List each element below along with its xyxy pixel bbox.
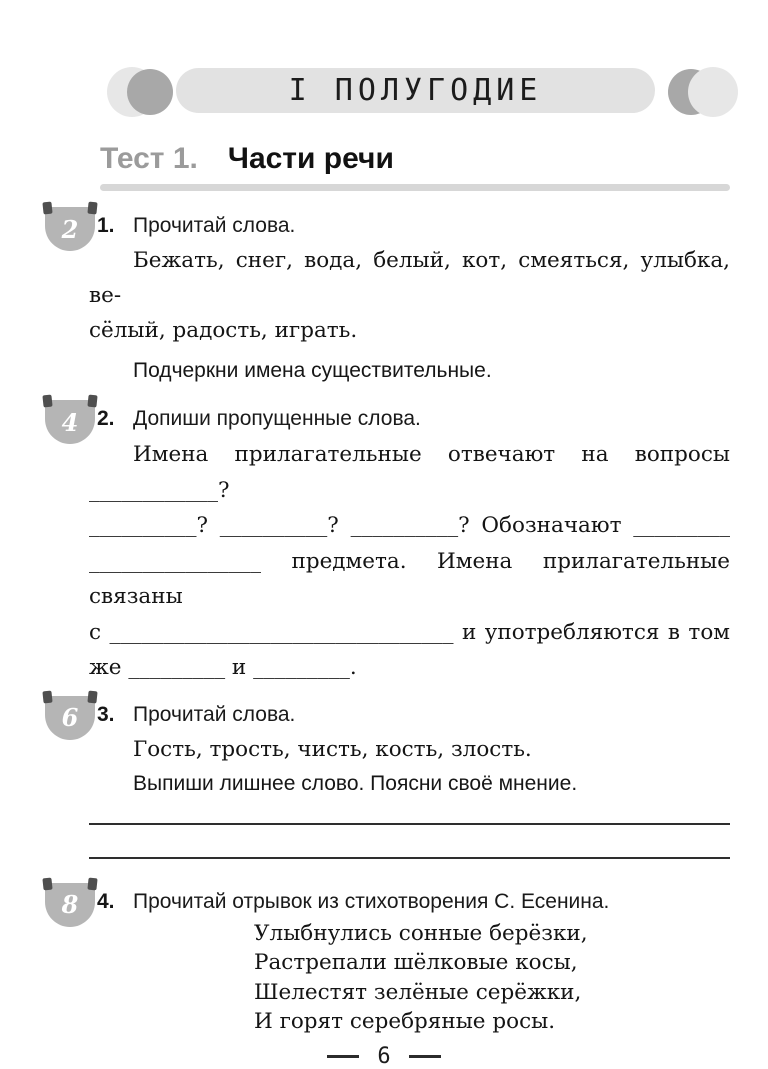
question-header xyxy=(89,887,730,917)
points-badge xyxy=(45,207,95,251)
section-banner xyxy=(176,68,655,113)
question-body xyxy=(89,243,730,348)
points-badge xyxy=(45,400,95,444)
question-block-4 xyxy=(61,887,730,1037)
question-instruction: Допиши пропущенные слова. xyxy=(133,407,421,430)
title-underline-bar xyxy=(100,184,730,191)
question-body xyxy=(89,437,730,686)
answer-line xyxy=(89,799,730,825)
body-line: ________________ предмета. Имена прилагательные связаны xyxy=(89,548,730,609)
body-line: Гость, трость, чисть, кость, злость. xyxy=(133,736,532,762)
body-line: с ________________________________ и употребляются в том xyxy=(89,619,730,645)
points-value: 6 xyxy=(61,703,79,732)
question-instruction: Прочитай отрывок из стихотворения С. Есенина. xyxy=(133,889,610,913)
question-block-2 xyxy=(61,404,730,686)
body-line: Бежать, снег, вода, белый, кот, смеяться, улыбка, ве- xyxy=(89,248,730,308)
question-header xyxy=(89,700,730,730)
answer-line xyxy=(89,825,730,859)
question-block-3 xyxy=(61,700,730,859)
body-line: сёлый, радость, играть. xyxy=(89,318,358,343)
section-banner-band xyxy=(0,66,768,116)
body-line: же _________ и _________. xyxy=(89,655,357,680)
question-header xyxy=(89,211,730,241)
footer-dash-left xyxy=(327,1055,359,1058)
body-line: __________? __________? __________? Обозначают _________ xyxy=(89,513,730,538)
question-instruction: Прочитай слова. xyxy=(133,702,296,726)
page-number: 6 xyxy=(377,1043,391,1069)
decor-circle-dark-left xyxy=(127,69,173,115)
poem-line: И горят серебряные росы. xyxy=(254,1009,556,1034)
question-instruction: Прочитай слова. xyxy=(133,214,296,237)
question-body xyxy=(89,732,730,767)
poem-line: Растрепали шёлковые косы, xyxy=(254,950,578,975)
decor-circle-light-right xyxy=(688,67,738,117)
page-footer xyxy=(0,1045,768,1069)
question-number: 1. xyxy=(97,214,115,237)
test-title: Части речи xyxy=(227,142,394,175)
points-value: 2 xyxy=(61,214,79,244)
question-number: 2. xyxy=(97,407,115,430)
question-header xyxy=(89,404,730,434)
question-task: Выпиши лишнее слово. Поясни своё мнение. xyxy=(133,771,578,795)
question-block-1 xyxy=(61,211,730,386)
question-task: Подчеркни имена существительные. xyxy=(133,359,492,382)
test-header xyxy=(100,142,730,176)
poem-block xyxy=(254,919,730,1037)
page-root xyxy=(0,66,768,1069)
test-label: Тест 1. xyxy=(100,142,198,175)
questions-area xyxy=(61,211,730,1037)
points-value: 8 xyxy=(61,890,79,919)
question-number: 3. xyxy=(97,702,115,726)
question-number: 4. xyxy=(97,889,115,913)
points-badge xyxy=(45,883,95,927)
banner-title: I ПОЛУГОДИЕ xyxy=(288,73,543,108)
points-value: 4 xyxy=(61,407,79,437)
footer-dash-right xyxy=(409,1055,441,1058)
poem-line: Шелестят зелёные серёжки, xyxy=(254,979,582,1005)
points-badge xyxy=(45,696,95,740)
poem-line: Улыбнулись сонные берёзки, xyxy=(254,920,588,946)
body-line: Имена прилагательные отвечают на вопросы ____________? xyxy=(89,442,730,503)
